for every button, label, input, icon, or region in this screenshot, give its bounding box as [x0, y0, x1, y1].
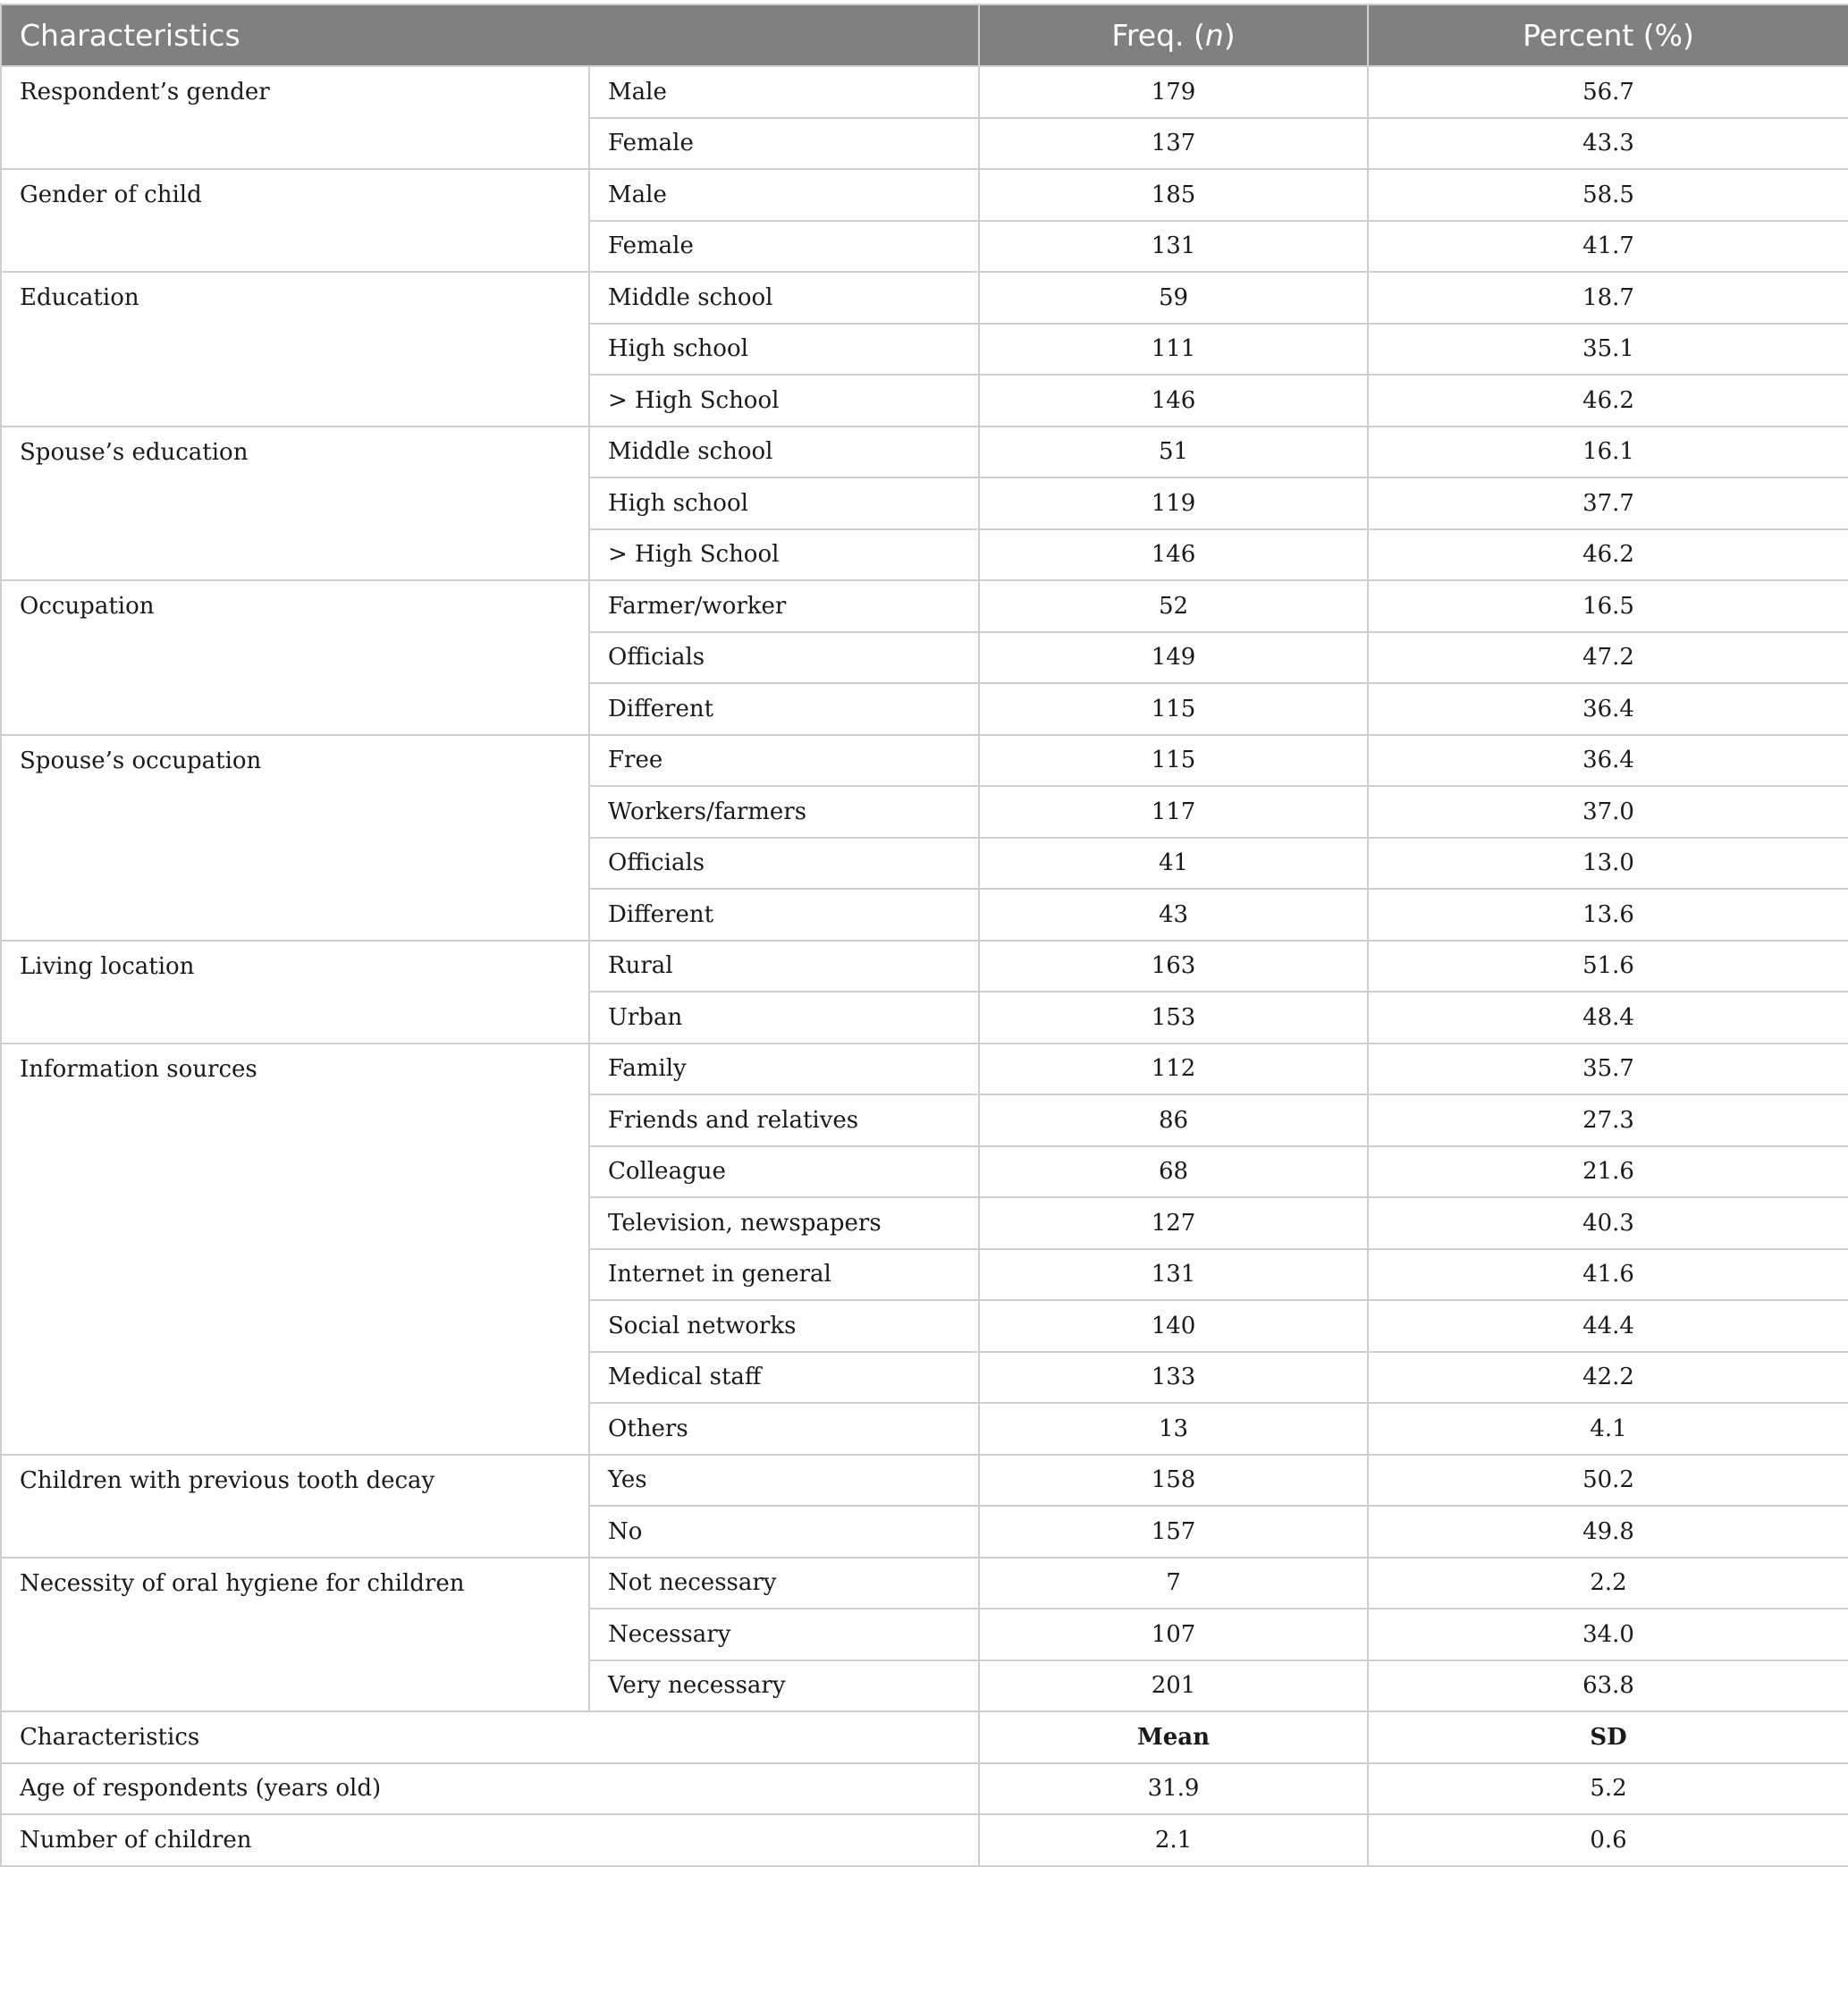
- frequency-cell: 137: [979, 118, 1368, 170]
- frequency-cell: 112: [979, 1043, 1368, 1095]
- percent-cell: 51.6: [1368, 941, 1848, 993]
- frequency-cell: 7: [979, 1558, 1368, 1609]
- frequency-cell: 163: [979, 941, 1368, 993]
- subcategory-label: Female: [589, 118, 979, 170]
- subcategory-label: Male: [589, 66, 979, 118]
- frequency-cell: 59: [979, 272, 1368, 324]
- percent-cell: 41.6: [1368, 1249, 1848, 1301]
- subcategory-label: High school: [589, 324, 979, 376]
- subcategory-label: Officials: [589, 838, 979, 890]
- subcategory-label: Different: [589, 889, 979, 941]
- percent-cell: 35.7: [1368, 1043, 1848, 1095]
- subcategory-label: High school: [589, 477, 979, 529]
- subcategory-label: Workers/farmers: [589, 786, 979, 838]
- table-row: [1, 169, 1848, 221]
- table-row: [1, 427, 1848, 478]
- category-label: Information sources: [1, 1043, 589, 1455]
- frequency-cell: 127: [979, 1197, 1368, 1249]
- table-body: [1, 66, 1848, 1866]
- subcategory-label: Colleague: [589, 1146, 979, 1198]
- subcategory-label: Internet in general: [589, 1249, 979, 1301]
- frequency-cell: 131: [979, 221, 1368, 273]
- frequency-cell: 140: [979, 1300, 1368, 1352]
- subcategory-label: Family: [589, 1043, 979, 1095]
- sd-cell: 5.2: [1368, 1763, 1848, 1815]
- percent-cell: 36.4: [1368, 683, 1848, 735]
- percent-cell: 47.2: [1368, 632, 1848, 684]
- header-freq-italic: n: [1204, 18, 1224, 53]
- frequency-cell: 158: [979, 1455, 1368, 1507]
- subcategory-label: Male: [589, 169, 979, 221]
- continuous-header-mean: Mean: [979, 1711, 1368, 1763]
- frequency-cell: 157: [979, 1506, 1368, 1558]
- frequency-cell: 115: [979, 683, 1368, 735]
- frequency-cell: 117: [979, 786, 1368, 838]
- subcategory-label: Friends and relatives: [589, 1094, 979, 1146]
- frequency-cell: 185: [979, 169, 1368, 221]
- percent-cell: 16.1: [1368, 427, 1848, 478]
- subcategory-label: Social networks: [589, 1300, 979, 1352]
- frequency-cell: 153: [979, 992, 1368, 1043]
- table-row: [1, 1558, 1848, 1609]
- subcategory-label: Different: [589, 683, 979, 735]
- table-row: [1, 941, 1848, 993]
- mean-cell: 31.9: [979, 1763, 1368, 1815]
- frequency-cell: 119: [979, 477, 1368, 529]
- percent-cell: 46.2: [1368, 529, 1848, 581]
- frequency-cell: 201: [979, 1660, 1368, 1712]
- percent-cell: 21.6: [1368, 1146, 1848, 1198]
- frequency-cell: 146: [979, 375, 1368, 427]
- percent-cell: 58.5: [1368, 169, 1848, 221]
- frequency-cell: 107: [979, 1609, 1368, 1660]
- category-label: Occupation: [1, 580, 589, 735]
- percent-cell: 4.1: [1368, 1403, 1848, 1455]
- table-row: [1, 66, 1848, 118]
- percent-cell: 63.8: [1368, 1660, 1848, 1712]
- subcategory-label: Urban: [589, 992, 979, 1043]
- frequency-cell: 13: [979, 1403, 1368, 1455]
- percent-cell: 56.7: [1368, 66, 1848, 118]
- percent-cell: 43.3: [1368, 118, 1848, 170]
- continuous-header-sd: SD: [1368, 1711, 1848, 1763]
- table-row: [1, 272, 1848, 324]
- percent-cell: 35.1: [1368, 324, 1848, 376]
- frequency-cell: 111: [979, 324, 1368, 376]
- subcategory-label: > High School: [589, 529, 979, 581]
- percent-cell: 40.3: [1368, 1197, 1848, 1249]
- frequency-cell: 133: [979, 1352, 1368, 1404]
- mean-cell: 2.1: [979, 1814, 1368, 1866]
- continuous-header-label: Characteristics: [1, 1711, 979, 1763]
- category-label: Gender of child: [1, 169, 589, 272]
- subcategory-label: Yes: [589, 1455, 979, 1507]
- continuous-label: Age of respondents (years old): [1, 1763, 979, 1815]
- table-row: [1, 735, 1848, 787]
- sd-cell: 0.6: [1368, 1814, 1848, 1866]
- header-characteristics: Characteristics: [1, 4, 979, 66]
- category-label: Living location: [1, 941, 589, 1043]
- table-row: [1, 580, 1848, 632]
- subcategory-label: > High School: [589, 375, 979, 427]
- characteristics-table: [0, 4, 1848, 1867]
- percent-cell: 49.8: [1368, 1506, 1848, 1558]
- subcategory-label: Middle school: [589, 427, 979, 478]
- subcategory-label: Rural: [589, 941, 979, 993]
- percent-cell: 50.2: [1368, 1455, 1848, 1507]
- category-label: Spouse’s occupation: [1, 735, 589, 941]
- frequency-cell: 68: [979, 1146, 1368, 1198]
- percent-cell: 46.2: [1368, 375, 1848, 427]
- continuous-label: Number of children: [1, 1814, 979, 1866]
- subcategory-label: Very necessary: [589, 1660, 979, 1712]
- subcategory-label: Farmer/worker: [589, 580, 979, 632]
- subcategory-label: Female: [589, 221, 979, 273]
- percent-cell: 48.4: [1368, 992, 1848, 1043]
- table-row: [1, 1043, 1848, 1095]
- subcategory-label: Middle school: [589, 272, 979, 324]
- continuous-row: [1, 1763, 1848, 1815]
- subcategory-label: Not necessary: [589, 1558, 979, 1609]
- frequency-cell: 149: [979, 632, 1368, 684]
- frequency-cell: 86: [979, 1094, 1368, 1146]
- frequency-cell: 131: [979, 1249, 1368, 1301]
- frequency-cell: 179: [979, 66, 1368, 118]
- percent-cell: 41.7: [1368, 221, 1848, 273]
- category-label: Children with previous tooth decay: [1, 1455, 589, 1558]
- percent-cell: 13.6: [1368, 889, 1848, 941]
- percent-cell: 36.4: [1368, 735, 1848, 787]
- frequency-cell: 52: [979, 580, 1368, 632]
- percent-cell: 18.7: [1368, 272, 1848, 324]
- subcategory-label: Television, newspapers: [589, 1197, 979, 1249]
- continuous-row: [1, 1814, 1848, 1866]
- subcategory-label: Free: [589, 735, 979, 787]
- percent-cell: 16.5: [1368, 580, 1848, 632]
- frequency-cell: 43: [979, 889, 1368, 941]
- subcategory-label: Officials: [589, 632, 979, 684]
- header-freq-prefix: Freq. (: [1111, 18, 1205, 53]
- continuous-header-row: [1, 1711, 1848, 1763]
- frequency-cell: 146: [979, 529, 1368, 581]
- subcategory-label: No: [589, 1506, 979, 1558]
- percent-cell: 27.3: [1368, 1094, 1848, 1146]
- frequency-cell: 41: [979, 838, 1368, 890]
- percent-cell: 2.2: [1368, 1558, 1848, 1609]
- percent-cell: 34.0: [1368, 1609, 1848, 1660]
- percent-cell: 44.4: [1368, 1300, 1848, 1352]
- category-label: Respondent’s gender: [1, 66, 589, 169]
- category-label: Education: [1, 272, 589, 427]
- table-header-row: [1, 4, 1848, 66]
- category-label: Necessity of oral hygiene for children: [1, 1558, 589, 1712]
- subcategory-label: Necessary: [589, 1609, 979, 1660]
- header-freq-suffix: ): [1223, 18, 1236, 53]
- percent-cell: 42.2: [1368, 1352, 1848, 1404]
- percent-cell: 37.0: [1368, 786, 1848, 838]
- percent-cell: 37.7: [1368, 477, 1848, 529]
- header-freq: [979, 4, 1368, 66]
- category-label: Spouse’s education: [1, 427, 589, 581]
- percent-cell: 13.0: [1368, 838, 1848, 890]
- subcategory-label: Others: [589, 1403, 979, 1455]
- subcategory-label: Medical staff: [589, 1352, 979, 1404]
- header-percent: Percent (%): [1368, 4, 1848, 66]
- frequency-cell: 51: [979, 427, 1368, 478]
- table-row: [1, 1455, 1848, 1507]
- frequency-cell: 115: [979, 735, 1368, 787]
